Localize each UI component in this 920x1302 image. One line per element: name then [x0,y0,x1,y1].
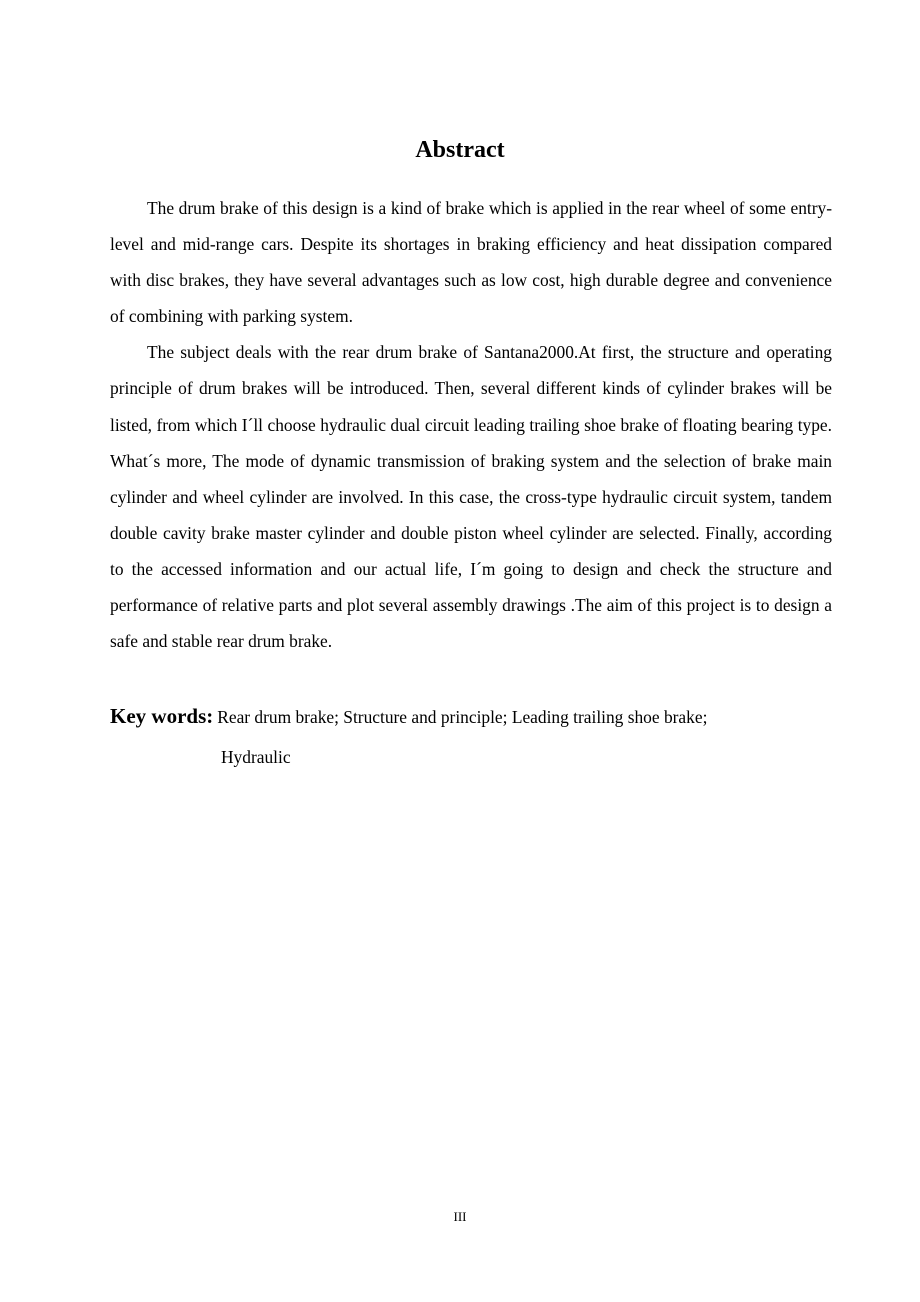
keywords-list: Rear drum brake; Structure and principle; Leading trailing shoe brake; [217,707,708,727]
keywords-line [110,700,832,733]
keywords-label: Key words: [110,704,214,728]
abstract-title: Abstract [415,137,505,163]
page-number: III [453,1209,467,1224]
abstract-paragraph-1: The drum brake of this design is a kind of brake which is applied in the rear wheel of some entry-level and mid-range cars. Despite its shortages in braking efficiency and heat dissipation compared with disc brakes, they have several advantages such as low cost, high durable degree and convenience of combining with parking system. [110,198,832,327]
abstract-paragraph-2: The subject deals with the rear drum brake of Santana2000.At first, the structure and operating principle of drum brakes will be introduced. Then, several different kinds of cylinder brakes will be listed, from which I´ll choose hydraulic dual circuit leading trailing shoe brake of floating bearing type. What´s more, The mode of dynamic transmission of braking system and the selection of brake main cylinder and wheel cylinder are involved. In this case, the cross-type hydraulic circuit system, tandem double cavity brake master cylinder and double piston wheel cylinder are selected. Finally, according to the accessed information and our actual life, I´m going to design and check the structure and performance of relative parts and plot several assembly drawings .The aim of this project is to design a safe and stable rear drum brake. [110,342,832,652]
abstract-body [110,190,832,659]
keywords-continuation: Hydraulic [221,747,291,767]
